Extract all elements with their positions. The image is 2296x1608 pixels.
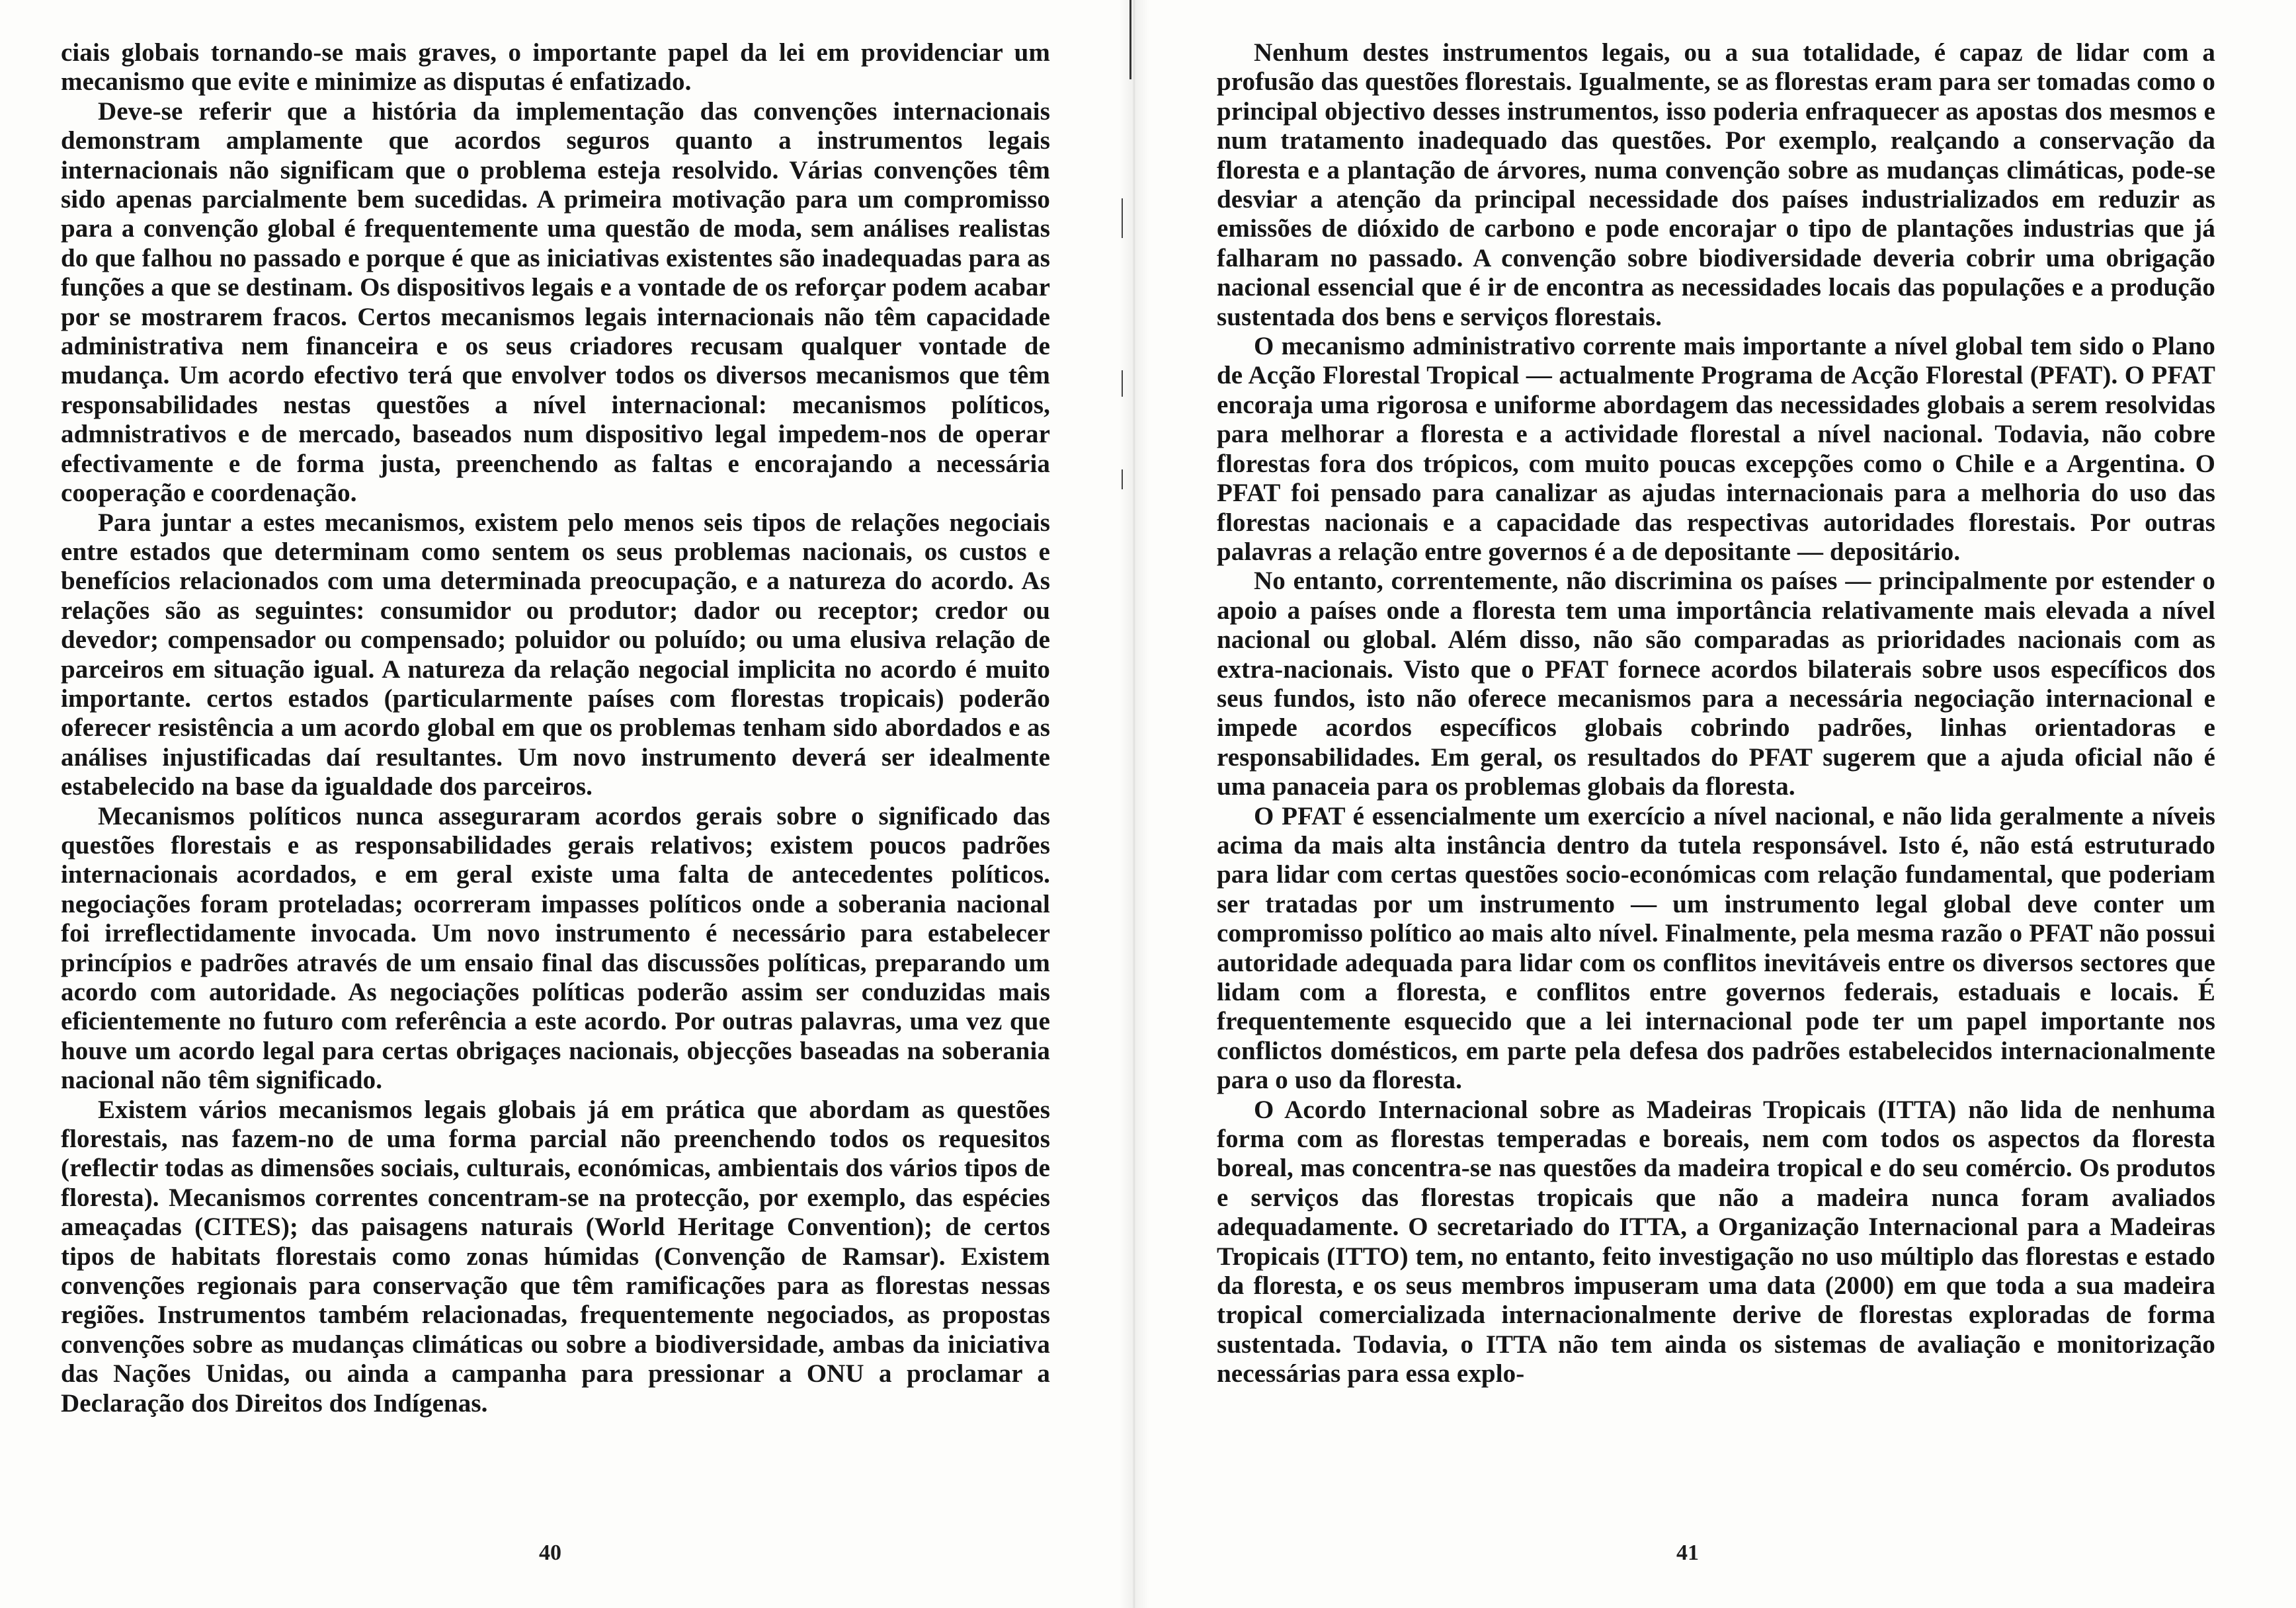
right-page <box>1137 0 2296 1608</box>
paragraph: O PFAT é essencialmente um exercício a nível nacional, e não lida geralmente a níveis acima da mais alta instância dentro da tutela responsável. Isto é, não está estruturado para lidar com certas questões socio-económicas com relação fundamental, que poderiam ser tratadas por um instrumento — um instrumento legal global deve conter um compromisso político ao mais alto nível. Finalmente, pela mesma razão o PFAT não possui autoridade adequada para lidar com os conflitos inevitáveis entre os diversos sectores que lidam com a floresta, e conflitos entre governos federais, estaduais e locais. É frequentemente esquecido que a lei internacional pode ter um papel importante nos conflictos domésticos, em parte pela defesa dos padrões estabelecidos internacionalmente para o uso da floresta. <box>1217 801 2215 1095</box>
paragraph: Nenhum destes instrumentos legais, ou a sua totalidade, é capaz de lidar com a profusão das questões florestais. Igualmente, se as florestas eram para ser tomadas como o principal objectivo desses instrumentos, isso poderia enfraquecer as apostas dos mesmos e num tratamento inadequado das questões. Por exemplo, realçando a conservação da floresta e a plantação de árvores, numa convenção sobre as mudanças climáticas, pode-se desviar a atenção da principal necessidade dos países industrializados em reduzir as emissões de dióxido de carbono e pode encorajar o tipo de plantações industrias que já falharam no passado. A convenção sobre biodiversidade deveria cobrir uma obrigação nacional essencial que é ir de encontra as necessidades locais das populações e a produção sustentada dos bens e serviços florestais. <box>1217 38 2215 331</box>
gutter-mark <box>1122 198 1123 238</box>
right-text-column <box>1217 38 2215 1389</box>
paragraph: Existem vários mecanismos legais globais já em prática que abordam as questões florestais, nas fazem-no de uma forma parcial não preenchendo todos os requesitos (reflectir todas as dimensões sociais, culturais, económicas, ambientais dos vários tipos de floresta). Mecanismos correntes concentram-se na protecção, por exemplo, das espécies ameaçadas (CITES); das paisagens naturais (World Heritage Convention); de certos tipos de habitats florestais como zonas húmidas (Convenção de Ramsar). Existem convenções regionais para conservação que têm ramificações para as florestas nessas regiões. Instrumentos também relacionadas, frequentemente negociados, as propostas convenções sobre as mudanças climáticas ou sobre a biodiversidade, ambas da iniciativa das Nações Unidas, ou ainda a campanha para pressionar a ONU a proclamar a Declaração dos Direitos dos Indígenas. <box>61 1095 1050 1418</box>
paragraph: O Acordo Internacional sobre as Madeiras Tropicais (ITTA) não lida de nenhuma forma com as florestas temperadas e boreais, nem com todos os aspectos da floresta boreal, mas concentra-se nas questões da madeira tropical e do seu comércio. Os produtos e serviços das florestas tropicais que não a madeira nunca foram avaliados adequadamente. O secretariado do ITTA, a Organização Internacional para a Madeiras Tropicais (ITTO) tem, no entanto, feito investigação no uso múltiplo das florestas e estado da floresta, e os seus membros impuseram uma data (2000) em que toda a sua madeira tropical comercializada internacionalmente derive de florestas exploradas de forma sustentada. Todavia, o ITTA não tem ainda os sistemas de avaliação e monitorização necessárias para essa explo- <box>1217 1095 2215 1388</box>
gutter-mark <box>1122 370 1123 397</box>
gutter-line <box>1129 0 1131 79</box>
left-page <box>0 0 1137 1608</box>
paragraph: O mecanismo administrativo corrente mais importante a nível global tem sido o Plano de Acção Florestal Tropical — actualmente Programa de Acção Florestal (PFAT). O PFAT encoraja uma rigorosa e uniforme abordagem das necessidades globais a serem resolvidas para melhorar a floresta e a actividade florestal a nível nacional. Todavia, não cobre florestas fora dos trópicos, com muito poucas excepções como o Chile e a Argentina. O PFAT foi pensado para canalizar as ajudas internacionais para a melhoria do uso das florestas nacionais e a capacidade das respectivas autoridades florestais. Por outras palavras a relação entre governos é a de depositante — depositário. <box>1217 332 2215 566</box>
left-text-column <box>61 38 1050 1418</box>
paragraph: No entanto, correntemente, não discrimina os países — principalmente por estender o apoio a países onde a floresta tem uma importância relativamente mais elevada a nível nacional ou global. Além disso, não são comparadas as prioridades nacionais com as extra-nacionais. Visto que o PFAT fornece acordos bilaterais sobre usos específicos dos seus fundos, isto não oferece mecanismos para a necessária negociação internacional e impede acordos específicos globais cobrindo padrões, linhas orientadoras e responsabilidades. Em geral, os resultados do PFAT sugerem que a ajuda oficial não é uma panaceia para os problemas globais da floresta. <box>1217 567 2215 801</box>
paragraph: Mecanismos políticos nunca asseguraram acordos gerais sobre o significado das questões florestais e as responsabilidades gerais relativos; existem poucos padrões internacionais acordados, e em geral existe uma falta de antecedentes políticos. negociações foram proteladas; ocorreram impasses políticos onde a soberania nacional foi irreflectidamente invocada. Um novo instrumento é necessário para estabelecer princípios e padrões através de um ensaio final das discussões políticas, preparando um acordo com autoridade. As negociações políticas poderão assim ser conduzidas mais eficientemente no futuro com referência a este acordo. Por outras palavras, uma vez que houve um acordo legal para certas obrigaçes nacionais, objecções baseadas na soberania nacional não têm significado. <box>61 801 1050 1095</box>
paragraph: ciais globais tornando-se mais graves, o importante papel da lei em providenciar um mecanismo que evite e minimize as disputas é enfatizado. <box>61 38 1050 97</box>
paragraph: Para juntar a estes mecanismos, existem pelo menos seis tipos de relações negociais entre estados que determinam como sentem os seus problemas nacionais, os custos e benefícios relacionados com uma determinada preocupação, e a natureza do acordo. As relações são as seguintes: consumidor ou produtor; dador ou receptor; credor ou devedor; compensador ou compensado; poluidor ou poluído; ou uma elusiva relação de parceiros em situação igual. A natureza da relação negocial implicita no acordo é muito importante. certos estados (particularmente países com florestas tropicais) poderão oferecer resistência a um acordo global em que os problemas tenham sido abordados e as análises injustificadas daí resultantes. Um novo instrumento deverá ser idealmente estabelecido na base da igualdade dos parceiros. <box>61 508 1050 801</box>
gutter-mark <box>1122 469 1123 489</box>
paragraph: Deve-se referir que a história da implementação das convenções internacionais demonstram amplamente que acordos seguros quanto a instrumentos legais internacionais não significam que o problema esteja resolvido. Várias convenções têm sido apenas parcialmente bem sucedidas. A primeira motivação para um compromisso para a convenção global é frequentemente uma questão de moda, sem análises realistas do que falhou no passado e porque é que as iniciativas existentes são inadequadas para as funções a que se destinam. Os dispositivos legais e a vontade de os reforçar podem acabar por se mostrarem fracos. Certos mecanismos legais internacionais não têm capacidade administrativa nem financeira e os seus criadores recusam qualquer vontade de mudança. Um acordo efectivo terá que envolver todos os diversos mecanismos que têm responsabilidades nestas questões a nível internacional: mecanismos políticos, admnistrativos e de mercado, baseados num dispositivo legal impedem-nos de operar efectivamente e de forma justa, preenchendo as faltas e encorajando a necessária cooperação e coordenação. <box>61 97 1050 508</box>
page-number-right: 41 <box>1676 1541 1699 1565</box>
page-number-left: 40 <box>539 1541 561 1565</box>
